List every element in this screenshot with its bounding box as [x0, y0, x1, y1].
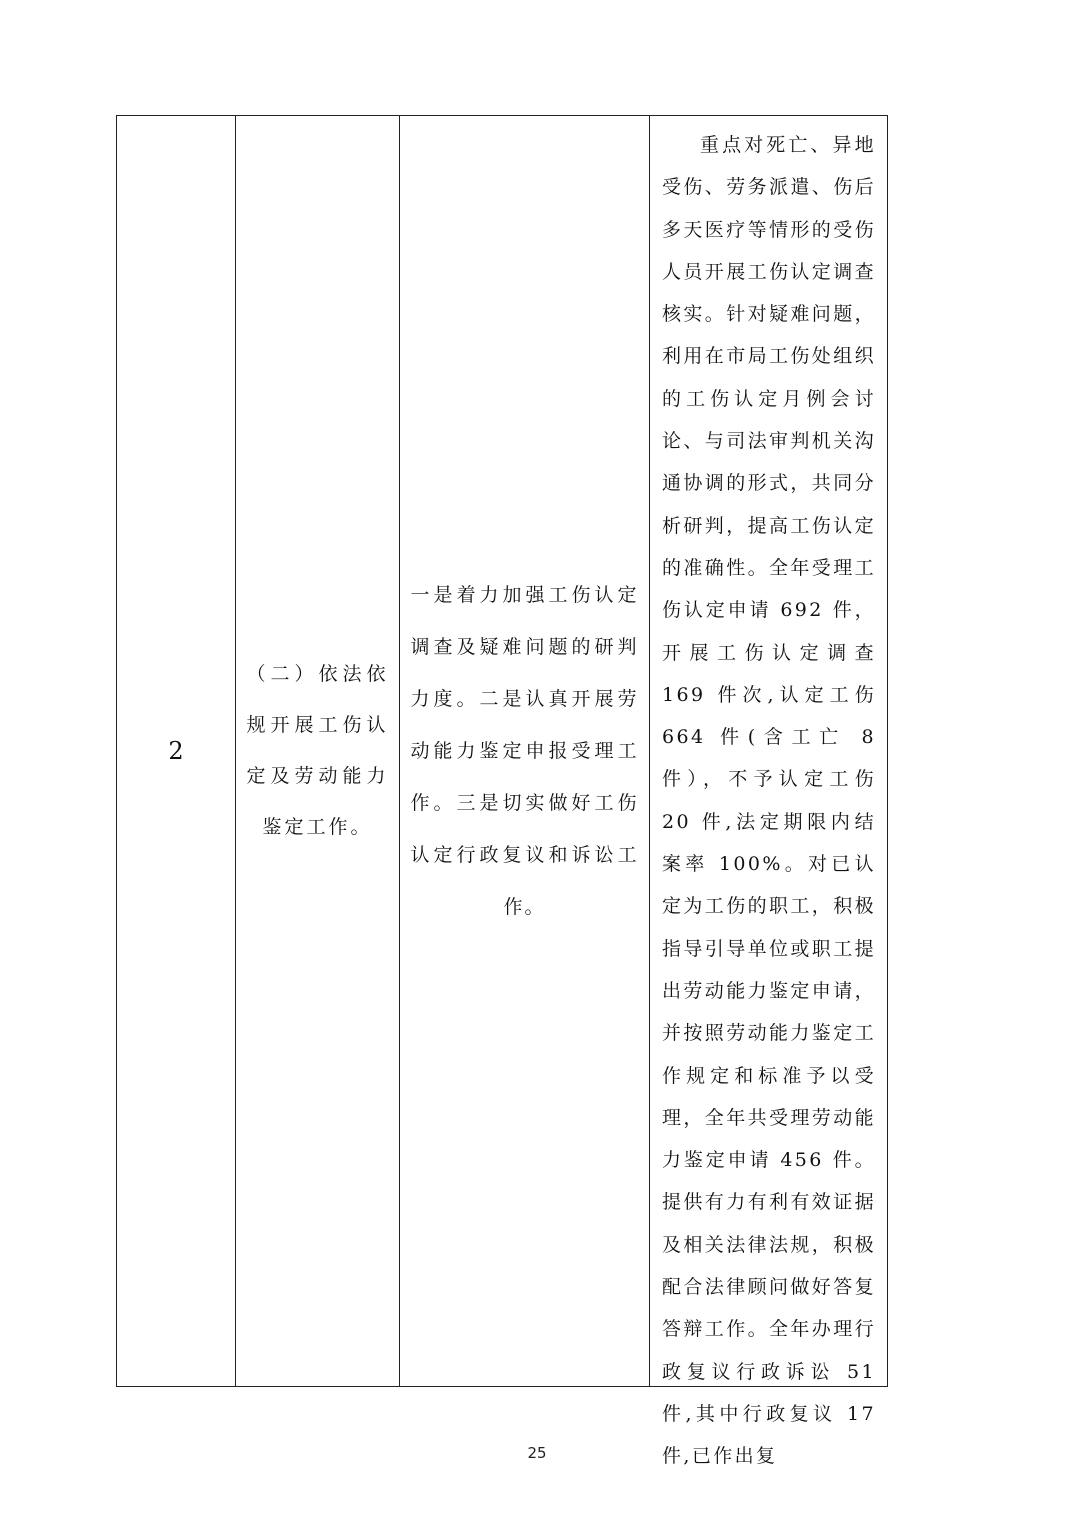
- progress-text: 重点对死亡、异地受伤、劳务派遣、伤后多天医疗等情形的受伤人员开展工伤认定调查核实。针对疑难问题，利用在市局工伤处组织的工伤认定月例会讨论、与司法审判机关沟通协调的形式，共同分析研判，提高工伤认定的准确性。全年受理工伤认定申请 692 件，开展工伤认定调查 169 件次,认定工伤 664 件(含工亡 8 件），不予认定工伤 20 件,法定期限内结案率 100%。对已认定为工伤的职工，积极指导引导单位或职工提出劳动能力鉴定申请，并按照劳动能力鉴定工作规定和标准予以受理，全年共受理劳动能力鉴定申请 456 件。提供有力有利有效证据及相关法律法规，积极配合法律顾问做好答复答辩工作。全年办理行政复议行政诉讼 51 件,其中行政复议 17 件,已作出复: [662, 134, 885, 1468]
- task-text: （二）依法依规开展工伤认定及劳动能力鉴定工作。: [246, 663, 389, 838]
- progress-cell: [649, 115, 888, 1468]
- task-cell: [235, 115, 400, 1387]
- page-number: 25: [527, 1444, 547, 1462]
- measures-cell: [399, 115, 650, 1387]
- row-index-cell: [116, 115, 236, 1387]
- row-index: 2: [168, 737, 184, 765]
- measures-text: 一是着力加强工伤认定调查及疑难问题的研判力度。二是认真开展劳动能力鉴定申报受理工作。三是切实做好工伤认定行政复议和诉讼工作。: [410, 584, 639, 918]
